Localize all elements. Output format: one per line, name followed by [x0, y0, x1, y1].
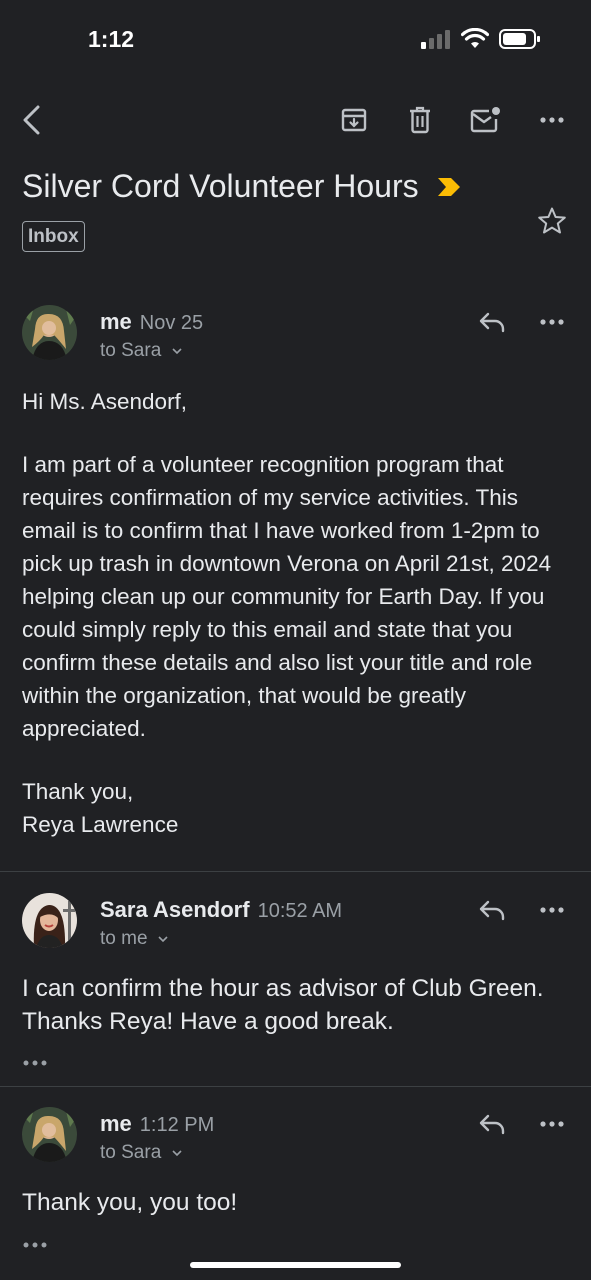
- message-divider: [0, 871, 591, 872]
- message-time: Nov 25: [139, 312, 204, 334]
- star-button[interactable]: [537, 206, 567, 236]
- reply-icon: [478, 311, 506, 333]
- avatar[interactable]: [22, 1107, 77, 1162]
- chevron-down-icon: [171, 1148, 183, 1158]
- chevron-down-icon: [171, 346, 183, 356]
- sender-line: [100, 309, 203, 335]
- show-trimmed-content-button[interactable]: [22, 1236, 50, 1250]
- email-subject: Silver Cord Volunteer Hours: [22, 168, 419, 204]
- reply-button[interactable]: [472, 302, 512, 342]
- body-paragraph: I can confirm the hour as advisor of Club Green. Thanks Reya! Have a good break.: [22, 975, 544, 1035]
- avatar[interactable]: [22, 305, 77, 360]
- delete-button[interactable]: [398, 98, 442, 142]
- trash-icon: [408, 106, 432, 134]
- home-indicator[interactable]: [190, 1262, 401, 1268]
- reply-button[interactable]: [472, 1104, 512, 1144]
- avatar[interactable]: [22, 893, 77, 948]
- message-body: [22, 972, 572, 1038]
- status-time: 1:12: [88, 26, 135, 52]
- inbox-label-chip[interactable]: Inbox: [22, 221, 85, 252]
- message-more-button[interactable]: [532, 890, 572, 930]
- recipient-label: to Sara: [100, 340, 162, 361]
- more-icon: [540, 117, 564, 123]
- mark-unread-icon: [470, 106, 502, 134]
- sender-name: me: [100, 1111, 132, 1136]
- status-bar: [0, 0, 591, 80]
- archive-icon: [341, 107, 367, 133]
- chevron-down-icon: [157, 934, 169, 944]
- sender-line: [100, 1111, 214, 1137]
- message-body: [22, 1186, 572, 1219]
- back-arrow-icon: [21, 104, 43, 136]
- more-options-button[interactable]: [530, 98, 574, 142]
- message-time: 10:52 AM: [257, 900, 343, 922]
- reply-icon: [478, 1113, 506, 1135]
- battery-icon: [499, 28, 541, 50]
- more-icon: [540, 907, 564, 913]
- show-trimmed-content-button[interactable]: [22, 1054, 50, 1068]
- more-icon: [22, 1059, 48, 1067]
- recipient-label: to Sara: [100, 1142, 162, 1163]
- message-more-button[interactable]: [532, 302, 572, 342]
- recipient-toggle[interactable]: [100, 928, 169, 950]
- body-paragraph: I am part of a volunteer recognition program that requires confirmation of my service activities. This email is to confirm that I have worked from 1-2pm to pick up trash in downtown Verona on April 21st, 2024 helping clean up our community for Earth Day. If you could simply reply to this email and state that you confirm these details and also list your title and role within the organization, that would be greatly appreciated.: [22, 452, 552, 741]
- recipient-label: to me: [100, 928, 148, 949]
- message-body: [22, 385, 572, 841]
- sender-line: [100, 897, 342, 923]
- signature: Reya Lawrence: [22, 812, 179, 837]
- closing: Thank you,: [22, 779, 134, 804]
- message-divider: [0, 1086, 591, 1087]
- status-icons: [421, 28, 541, 50]
- email-subject-row: [22, 168, 461, 205]
- sender-name: me: [100, 309, 132, 334]
- message-time: 1:12 PM: [139, 1114, 215, 1136]
- recipient-toggle[interactable]: [100, 1142, 183, 1164]
- reply-button[interactable]: [472, 890, 512, 930]
- archive-button[interactable]: [332, 98, 376, 142]
- toolbar: [0, 98, 591, 142]
- wifi-icon: [461, 28, 489, 50]
- more-icon: [540, 1121, 564, 1127]
- star-icon: [537, 206, 567, 236]
- recipient-toggle[interactable]: [100, 340, 183, 362]
- body-paragraph: Thank you, you too!: [22, 1189, 238, 1216]
- signal-icon: [421, 29, 451, 49]
- importance-marker-icon[interactable]: [437, 168, 461, 205]
- more-icon: [540, 319, 564, 325]
- sender-name: Sara Asendorf: [100, 897, 250, 922]
- mark-unread-button[interactable]: [464, 98, 508, 142]
- reply-icon: [478, 899, 506, 921]
- message-more-button[interactable]: [532, 1104, 572, 1144]
- greeting: Hi Ms. Asendorf,: [22, 389, 188, 414]
- more-icon: [22, 1241, 48, 1249]
- back-button[interactable]: [10, 98, 54, 142]
